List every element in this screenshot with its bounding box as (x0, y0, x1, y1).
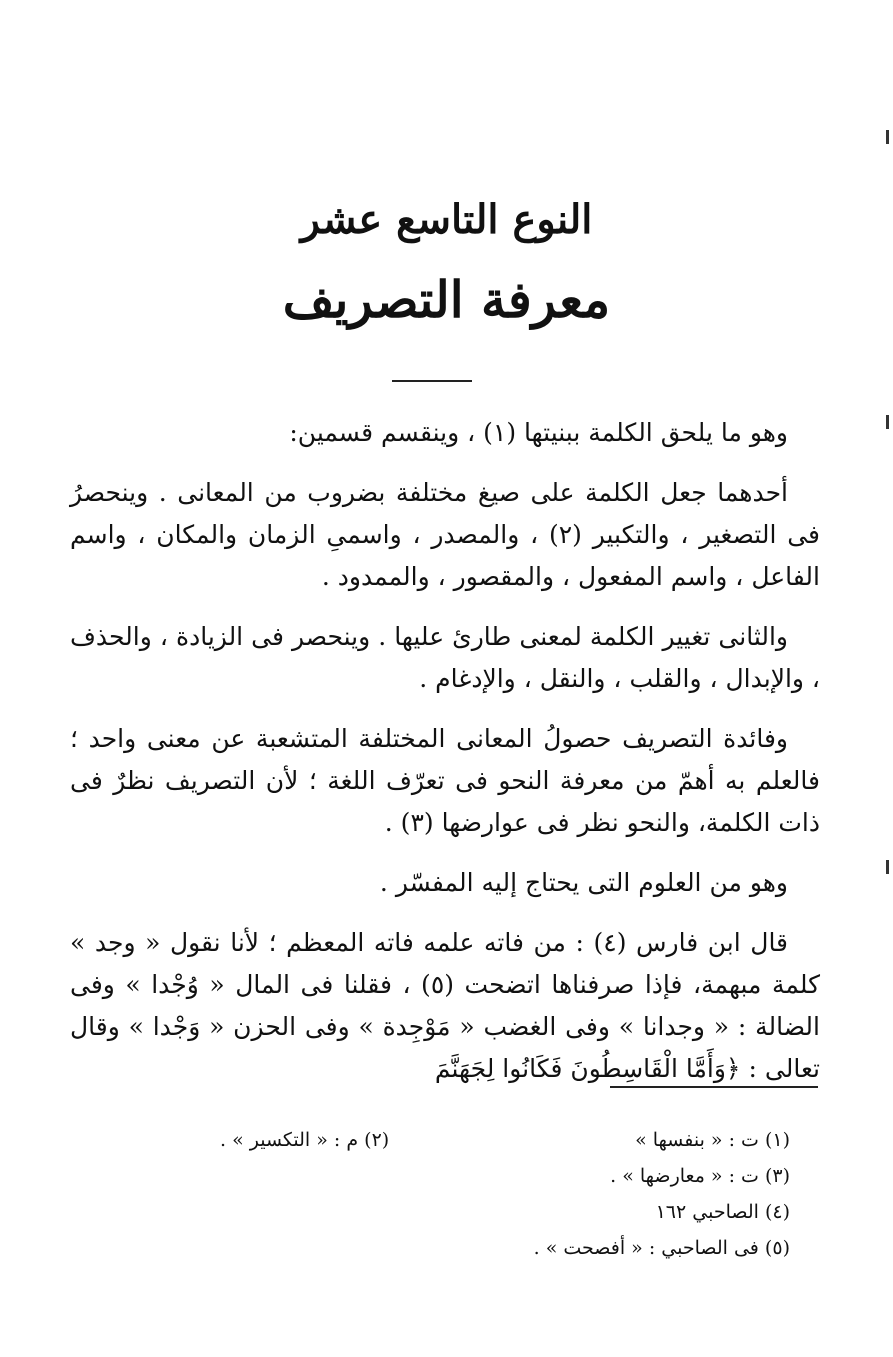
footnote-row (220, 1194, 790, 1230)
chapter-number-heading: النوع التاسع عشر (300, 196, 593, 243)
scan-edge-mark (886, 130, 889, 144)
footnotes (220, 1122, 790, 1266)
footnote-5: (٥) فى الصاحبي : « أفصحت » . (533, 1237, 790, 1259)
paragraph: وهو ما يلحق الكلمة ببنيتها (١) ، وينقسم قسمين: (289, 418, 788, 447)
footnote-3: (٣) ت : « معارضها » . (610, 1165, 790, 1187)
paragraph: قال ابن فارس (٤) : من فاته علمه فاته المعظم ؛ لأنا نقول « وجد » كلمة مبهمة، فإذا صرفناها اتضحت (٥) ، فقلنا فى المال « وُجْدا » وفى الضالة : « وجدانا » وفى الغضب « مَوْجِدة » وفى الحزن « وَجْدا » وقال تعالى : ﴿وَأَمَّا الْقَاسِطُونَ فَكَانُوا لِجَهَنَّمَ (70, 928, 820, 1083)
paragraph: وهو من العلوم التى يحتاج إليه المفسّر . (379, 868, 788, 897)
scan-edge-mark (886, 860, 889, 874)
paragraph: وفائدة التصريف حصولُ المعانى المختلفة المتشعبة عن معنى واحد ؛ فالعلم به أهمّ من معرفة النحو فى تعرّف اللغة ؛ لأن التصريف نظرٌ فى ذات الكلمة، والنحو نظر فى عوارضها (٣) . (70, 724, 820, 837)
main-text (70, 412, 820, 1108)
paragraph: والثانى تغيير الكلمة لمعنى طارئ عليها . وينحصر فى الزيادة ، والحذف ، والإبدال ، والقلب ، والنقل ، والإدغام . (70, 622, 820, 693)
scan-edge-mark (886, 415, 889, 429)
footnote-1: (١) ت : « بنفسها » (635, 1129, 790, 1151)
footnote-row (220, 1122, 790, 1158)
footnote-4: (٤) الصاحبي ١٦٢ (655, 1201, 790, 1223)
title-divider (392, 380, 472, 382)
paragraph: أحدهما جعل الكلمة على صيغ مختلفة بضروب من المعانى . وينحصرُ فى التصغير ، والتكبير (٢) ، والمصدر ، واسمىِ الزمان والمكان ، واسم الفاعل ، واسم المفعول ، والمقصور ، والممدود . (70, 478, 820, 591)
footnote-2: (٢) م : « التكسير » . (220, 1129, 390, 1151)
footnote-divider (610, 1086, 818, 1088)
footnote-row (220, 1158, 790, 1194)
chapter-title-heading: معرفة التصريف (282, 270, 611, 329)
footnote-row (220, 1230, 790, 1266)
